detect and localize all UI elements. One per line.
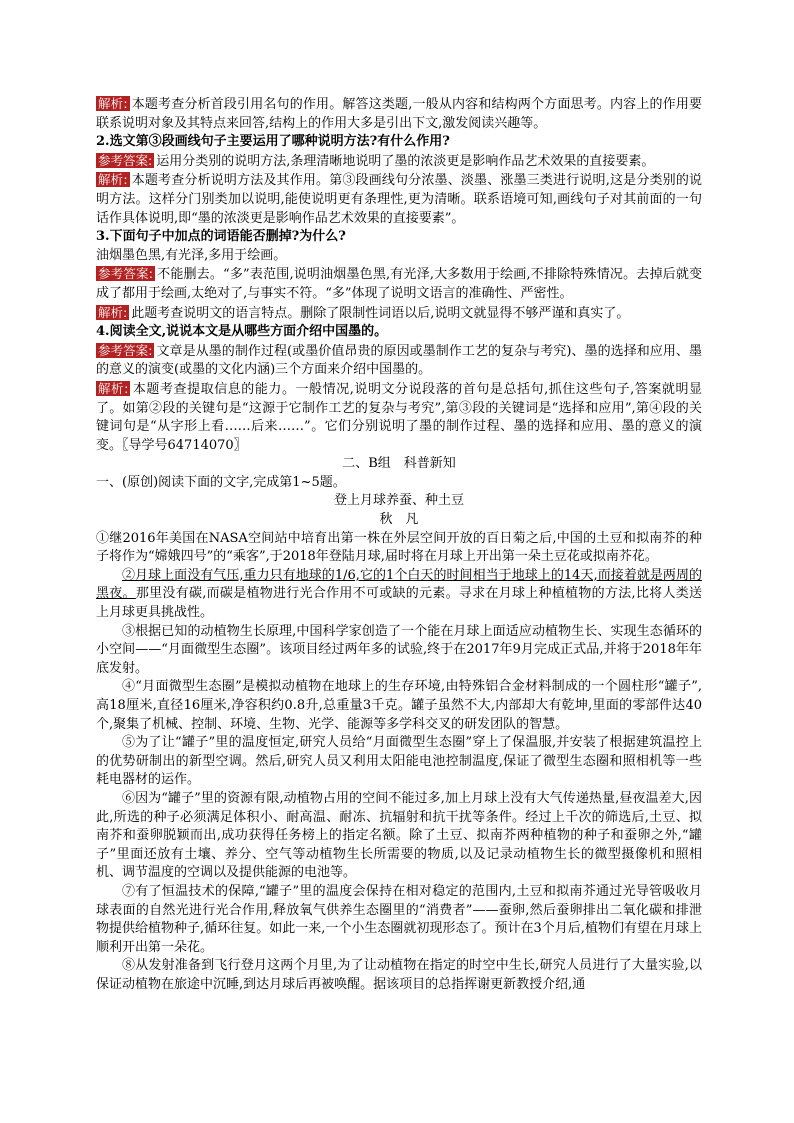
q3-analysis-text: 此题考查说明文的语言特点。删除了限制性词语以后,说明文就显得不够严谨和真实了。 xyxy=(131,305,630,321)
q2-analysis xyxy=(96,171,702,228)
q4-ref: 〖导学号64714070〗 xyxy=(122,437,247,453)
q4-answer xyxy=(96,342,702,380)
q4-analysis xyxy=(96,380,702,455)
q4-title: 4.阅读全文,说说本文是从哪些方面介绍中国墨的。 xyxy=(96,324,388,340)
q1-analysis xyxy=(96,95,702,133)
q4-analysis-text: 本题考查提取信息的能力。一般情况,说明文分说段落的首句是总括句,抓住这些句子,答案就明显了。如第②段的关键句是“这源于它制作工艺的复杂与考究”,第③段的关键词是“选择和应用”,第④段的关键词句是“从字形上看……后来……”。它们分别说明了墨的制作过程、墨的选择和应用、墨的意义的演变。 xyxy=(96,381,702,453)
article-paragraph-1: ①继2016年美国在NASA空间站中培育出第一株在外层空间开放的百日菊之后,中国的土豆和拟南芥的种子将作为“嫦娥四号”的“乘客”,于2018年登陆月球,届时将在月球上开出第一朵土豆花或拟南芥花。 xyxy=(96,530,702,565)
analysis-label: 解析: xyxy=(98,172,128,188)
answer-label: 参考答案: xyxy=(98,342,153,358)
q3-answer-text: 不能删去。“多”表范围,说明油烟墨色黑,有光泽,大多数用于绘画,不排除特殊情况。去掉后就变成了都用于绘画,太绝对了,与事实不符。“多”体现了说明文语言的准确性、严密性。 xyxy=(96,267,702,301)
q1-analysis-text: 本题考查分析首段引用名句的作用。解答这类题,一般从内容和结构两个方面思考。内容上的作用要联系说明对象及其特点来回答,结构上的作用大多是引出下文,激发阅读兴趣等。 xyxy=(96,97,702,131)
q2-answer xyxy=(96,152,702,172)
analysis-label: 解析: xyxy=(98,304,128,320)
q3-sentence: 油烟墨色黑,有光泽,多用于绘画。 xyxy=(96,247,287,263)
q2-answer-text: 运用分类别的说明方法,条理清晰地说明了墨的浓淡更是影响作品艺术效果的直接要素。 xyxy=(156,153,655,169)
q3-title: 3.下面句子中加点的词语能否删掉?为什么? xyxy=(96,229,346,245)
document-body xyxy=(96,95,702,995)
article-paragraph-8: ⑧从发射准备到飞行登月这两个月里,为了让动植物在指定的时空中生长,研究人员进行了大量实验,以保证动植物在旅途中沉睡,到达月球后再被唤醒。据该项目的总指挥谢更新教授介绍,通 xyxy=(96,958,702,992)
q3-answer xyxy=(96,265,702,303)
q3-analysis xyxy=(96,304,702,324)
q2-title: 2.选文第③段画线句子主要运用了哪种说明方法?有什么作用? xyxy=(96,134,450,150)
analysis-label: 解析: xyxy=(98,96,128,111)
analysis-label: 解析: xyxy=(98,380,129,396)
section-heading: 二、B组 科普新知 xyxy=(342,456,456,472)
q4-answer-text: 文章是从墨的制作过程(或墨价值昂贵的原因或墨制作工艺的复杂与考究)、墨的选择和应用、墨的意义的演变(或墨的文化内涵)三个方面来介绍中国墨的。 xyxy=(96,343,702,378)
article-author: 秋 凡 xyxy=(379,512,419,528)
underlined-sentence: ②月球上面没有气压,重力只有地球的1/6,它的1个白天的时间相当于地球上的14天,而接着就是两周的黑夜。 xyxy=(96,567,702,602)
article-paragraph-7: ⑦有了恒温技术的保障,“罐子”里的温度会保持在相对稳定的范围内,土豆和拟南芥通过光导管吸收月球表面的自然光进行光合作用,释放氧气供养生态圈里的“消费者”——蚕卵,然后蚕卵排出二氧化碳和排泄物提供给植物种子,循环往复。如此一来,一个小生态圈就初现形态了。预计在3个月后,植物们有望在月球上顺利开出第一朵花。 xyxy=(96,883,702,955)
answer-label: 参考答案: xyxy=(98,266,153,282)
article-paragraph-6: ⑥因为“罐子”里的资源有限,动植物占用的空间不能过多,加上月球上没有大气传递热量,昼夜温差大,因此,所选的种子必须满足体积小、耐高温、耐冻、抗辐射和抗干扰等条件。经过上千次的筛选后,土豆、拟南芥和蚕卵脱颖而出,成功获得任务榜上的指定名额。除了土豆、拟南芥两种植物的种子和蚕卵之外,“罐子”里面还放有土壤、养分、空气等动植物生长所需要的物质,以及记录动植物生长的微型摄像机和照相机、调节温度的空调以及提供能源的电池等。 xyxy=(96,790,702,881)
article-paragraph-2 xyxy=(96,567,702,623)
q2-analysis-text: 本题考查分析说明方法及其作用。第③段画线句分浓墨、淡墨、涨墨三类进行说明,这是分类别的说明方法。这样分门别类加以说明,能使说明更有条理性,更为清晰。联系语境可知,画线句子对其前面的一句话作具体说明,即“墨的浓淡更是影响作品艺术效果的直接要素”。 xyxy=(96,173,702,226)
article-paragraph-4: ④“月面微型生态圈”是模拟动植物在地球上的生存环境,由特殊铝合金材料制成的一个圆柱形“罐子”,高18厘米,直径16厘米,净容积约0.8升,总重量3千克。罐子虽然不大,内部却大有乾坤,里面的零部件达40个,聚集了机械、控制、环境、生物、光学、能源等多学科交叉的研发团队的智慧。 xyxy=(96,679,702,732)
section-instruction: 一、(原创)阅读下面的文字,完成第1~5题。 xyxy=(96,474,346,490)
paragraph-2-rest: 那里没有碳,而碳是植物进行光合作用不可或缺的元素。寻求在月球上种植植物的方法,比将人类送上月球更具挑战性。 xyxy=(96,586,702,621)
article-title: 登上月球养蚕、种土豆 xyxy=(333,493,464,509)
article-paragraph-3: ③根据已知的动植物生长原理,中国科学家创造了一个能在月球上面适应动植物生长、实现生态循环的小空间——“月面微型生态圈”。该项目经过两年多的试验,终于在2017年9月完成正式品,并将于2018年年底发射。 xyxy=(96,623,702,676)
answer-label: 参考答案: xyxy=(98,152,153,168)
article-paragraph-5: ⑤为了让“罐子”里的温度恒定,研究人员给“月面微型生态圈”穿上了保温服,并安装了根据建筑温控上的优势研制出的新型空调。然后,研究人员又利用太阳能电池控制温度,保证了微型生态圈和照相机等一些耗电器材的运作。 xyxy=(96,735,702,788)
